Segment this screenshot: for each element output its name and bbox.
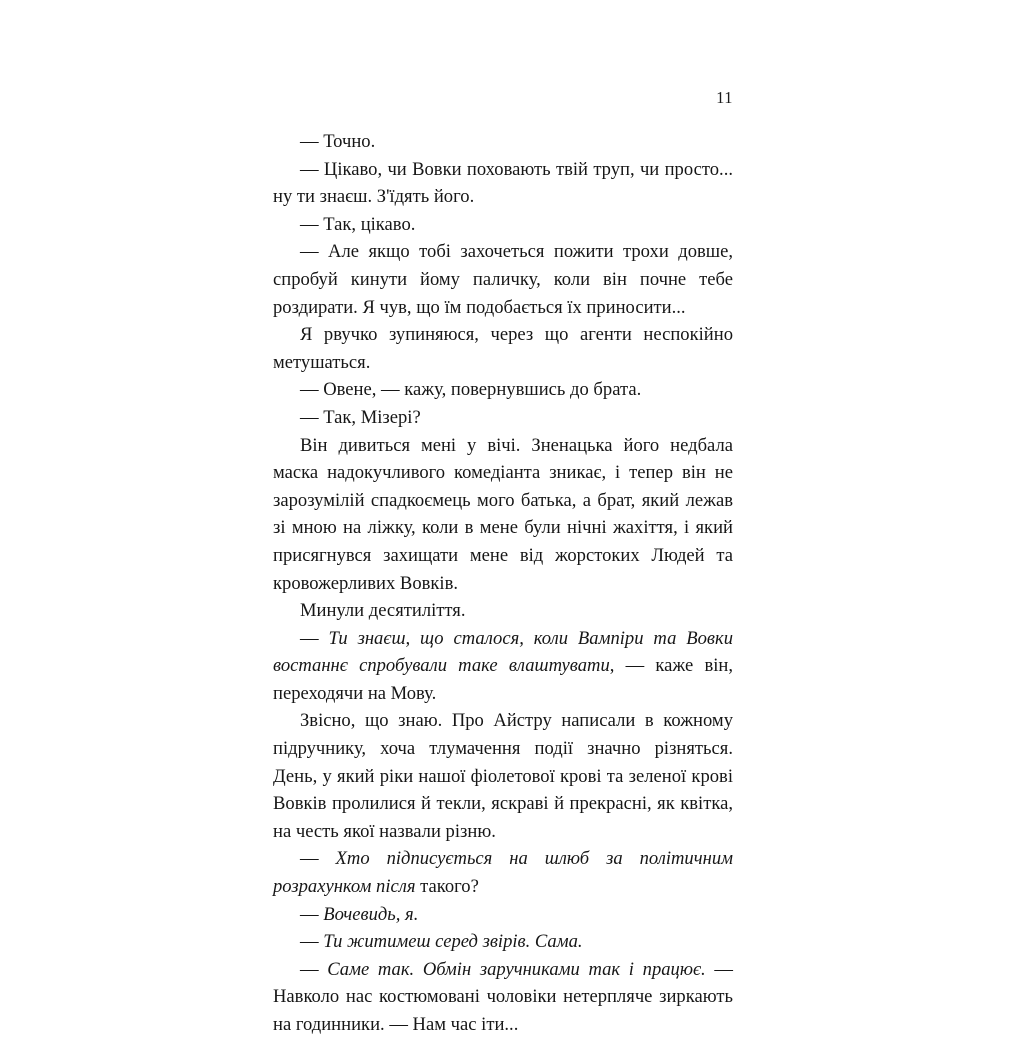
paragraph: — Хто підписується на шлюб за політичним розрахунком після такого?	[273, 848, 733, 898]
paragraph: Я рвучко зупиняюся, через що агенти неспокійно метушаться.	[273, 324, 733, 373]
paragraph: — Так, Мізері?	[299, 406, 421, 428]
paragraph: — Цікаво, чи Вовки поховають твій труп, чи просто... ну ти знаєш. З'їдять його.	[273, 158, 733, 208]
paragraph: Минули десятиліття.	[299, 600, 466, 622]
paragraph: — Вочевидь, я.	[299, 903, 419, 925]
paragraph: Звісно, що знаю. Про Айстру написали в кожному підручнику, хоча тлумачення події значно різняться. День, у який ріки нашої фіолетової крові та зеленої крові Вовків пролилися й текли, яскраві й прекрасні, як квітка, на честь якої назвали різню.	[273, 710, 733, 842]
paragraph: — Але якщо тобі захочеться пожити трохи довше, спробуй кинути йому паличку, коли він почне тебе роздирати. Я чув, що їм подобається їх приносити...	[273, 241, 733, 318]
paragraph: — Овене, — кажу, повернувшись до брата.	[299, 379, 642, 401]
paragraph: — Точно.	[299, 131, 376, 152]
paragraph: Він дивиться мені у вічі. Зненацька його недбала маска надокучливого комедіанта зникає, і тепер він не зарозумілій спадкоємець мого батька, а брат, який лежав зі мною на ліжку, коли в мене були нічні жахіття, і який присягнувся захищати мене від жорстоких Людей та кровожерливих Вовків.	[273, 434, 733, 594]
paragraph: — Ти житимеш серед звірів. Сама.	[299, 931, 583, 953]
page-number: 11	[716, 88, 733, 107]
body-text	[273, 128, 733, 1039]
paragraph: — Саме так. Обмін заручниками так і працює. — Навколо нас костюмовані чоловіки нетерпляче зиркають на годинники. — Нам час іти...	[273, 958, 733, 1035]
paragraph: — Так, цікаво.	[299, 213, 416, 235]
paragraph: — Ти знаєш, що сталося, коли Вампіри та Вовки востаннє спробували таке влаштувати, — каже він, переходячи на Мову.	[273, 627, 733, 704]
